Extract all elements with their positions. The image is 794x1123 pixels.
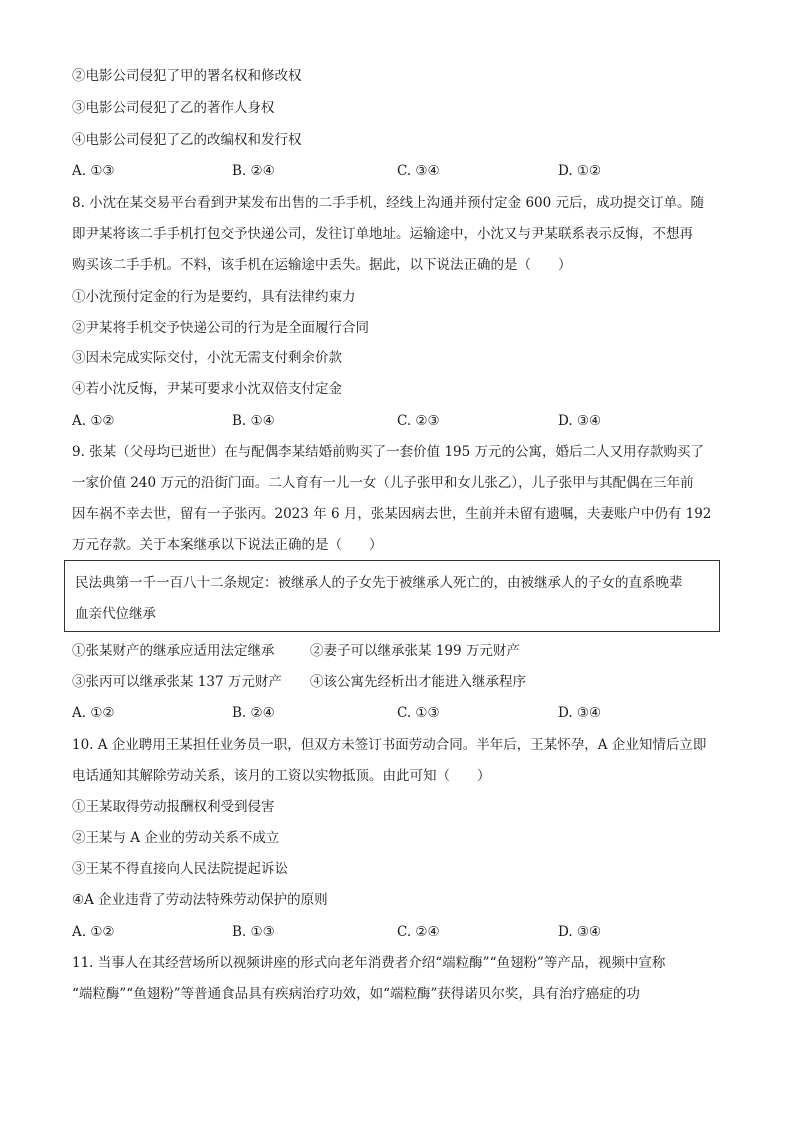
q9-stem-line: 9. 张某（父母均已逝世）在与配偶李某结婚前购买了一套价值 195 万元的公寓，婚后二人又用存款购买了 (72, 444, 705, 460)
q8-stem-line: 购买该二手手机。不料，该手机在运输途中丢失。据此，以下说法正确的是（ ） (72, 257, 572, 273)
law-quote-box (64, 560, 720, 632)
q8-stem-line: 即尹某将该二手手机打包交予快递公司，发往订单地址。运输途中，小沈又与尹某联系表示反悔，不想再 (72, 226, 693, 242)
option-c: C. ①③ (397, 705, 440, 721)
option-c: C. ②③ (397, 413, 440, 429)
option-b: B. ②④ (232, 163, 275, 179)
q10-stem-line: 电话通知其解除劳动关系，该月的工资以实物抵顶。由此可知（ ） (72, 768, 491, 784)
q9-stem-line: 一家价值 240 万元的沿街门面。二人育有一儿一女（儿子张甲和女儿张乙），儿子张甲与其配偶在三年前 (72, 475, 694, 491)
q11-stem-line: “端粒酶”“鱼翅粉”等普通食品具有疾病治疗功效，如“端粒酶”获得诺贝尔奖，具有治疗癌症的功 (72, 986, 640, 1002)
q9-statement: ②妻子可以继承张某 199 万元财产 (310, 643, 520, 659)
q8-statement: ①小沈预付定金的行为是要约，具有法律约束力 (72, 289, 356, 305)
q8-statement: ③因未完成实际交付，小沈无需支付剩余价款 (72, 350, 342, 366)
q9-statement: ③张丙可以继承张某 137 万元财产 (72, 674, 282, 690)
option-a: A. ①② (72, 413, 115, 429)
option-c: C. ②④ (397, 924, 440, 940)
option-d: D. ③④ (558, 413, 602, 429)
law-quote-line: 血亲代位继承 (75, 606, 156, 622)
prev-statement: ②电影公司侵犯了甲的署名权和修改权 (72, 68, 302, 84)
option-d: D. ③④ (558, 924, 602, 940)
prev-statement: ③电影公司侵犯了乙的著作人身权 (72, 100, 275, 116)
q8-options (72, 412, 712, 430)
prev-statement: ④电影公司侵犯了乙的改编权和发行权 (72, 132, 302, 148)
option-a: A. ①③ (72, 163, 115, 179)
q10-options (72, 923, 712, 941)
option-a: A. ①② (72, 924, 115, 940)
q9-statement: ④该公寓先经析出才能进入继承程序 (310, 674, 526, 690)
option-b: B. ①③ (232, 924, 275, 940)
q10-statement: ①王某取得劳动报酬权利受到侵害 (72, 799, 275, 815)
q10-statement: ②王某与 A 企业的劳动关系不成立 (72, 830, 280, 846)
q9-stem-line: 万元存款。关于本案继承以下说法正确的是（ ） (72, 537, 383, 553)
q8-stem-line: 8. 小沈在某交易平台看到尹某发布出售的二手手机，经线上沟通并预付定金 600 元后，成功提交订单。随 (72, 195, 705, 211)
option-a: A. ①② (72, 705, 115, 721)
q9-statement: ①张某财产的继承应适用法定继承 (72, 643, 275, 659)
q9-options (72, 704, 712, 722)
prev-options (72, 162, 712, 180)
option-d: D. ③④ (558, 705, 602, 721)
q10-statement: ③王某不得直接向人民法院提起诉讼 (72, 861, 288, 877)
q9-stem-line: 因车祸不幸去世，留有一子张丙。2023 年 6 月，张某因病去世，生前并未留有遗嘱，夫妻账户中仍有 192 (72, 506, 712, 522)
option-b: B. ②④ (232, 705, 275, 721)
option-b: B. ①④ (232, 413, 275, 429)
q8-statement: ②尹某将手机交予快递公司的行为是全面履行合同 (72, 320, 369, 336)
q8-statement: ④若小沈反悔，尹某可要求小沈双倍支付定金 (72, 381, 342, 397)
q10-stem-line: 10. A 企业聘用王某担任业务员一职，但双方未签订书面劳动合同。半年后，王某怀孕，A 企业知情后立即 (72, 737, 707, 753)
option-c: C. ③④ (397, 163, 440, 179)
q10-statement: ④A 企业违背了劳动法特殊劳动保护的原则 (72, 892, 328, 908)
q11-stem-line: 11. 当事人在其经营场所以视频讲座的形式向老年消费者介绍“端粒酶”“鱼翅粉”等产品，视频中宣称 (72, 955, 666, 971)
law-quote-line: 民法典第一千一百八十二条规定：被继承人的子女先于被继承人死亡的，由被继承人的子女的直系晚辈 (75, 575, 683, 591)
option-d: D. ①② (558, 163, 602, 179)
